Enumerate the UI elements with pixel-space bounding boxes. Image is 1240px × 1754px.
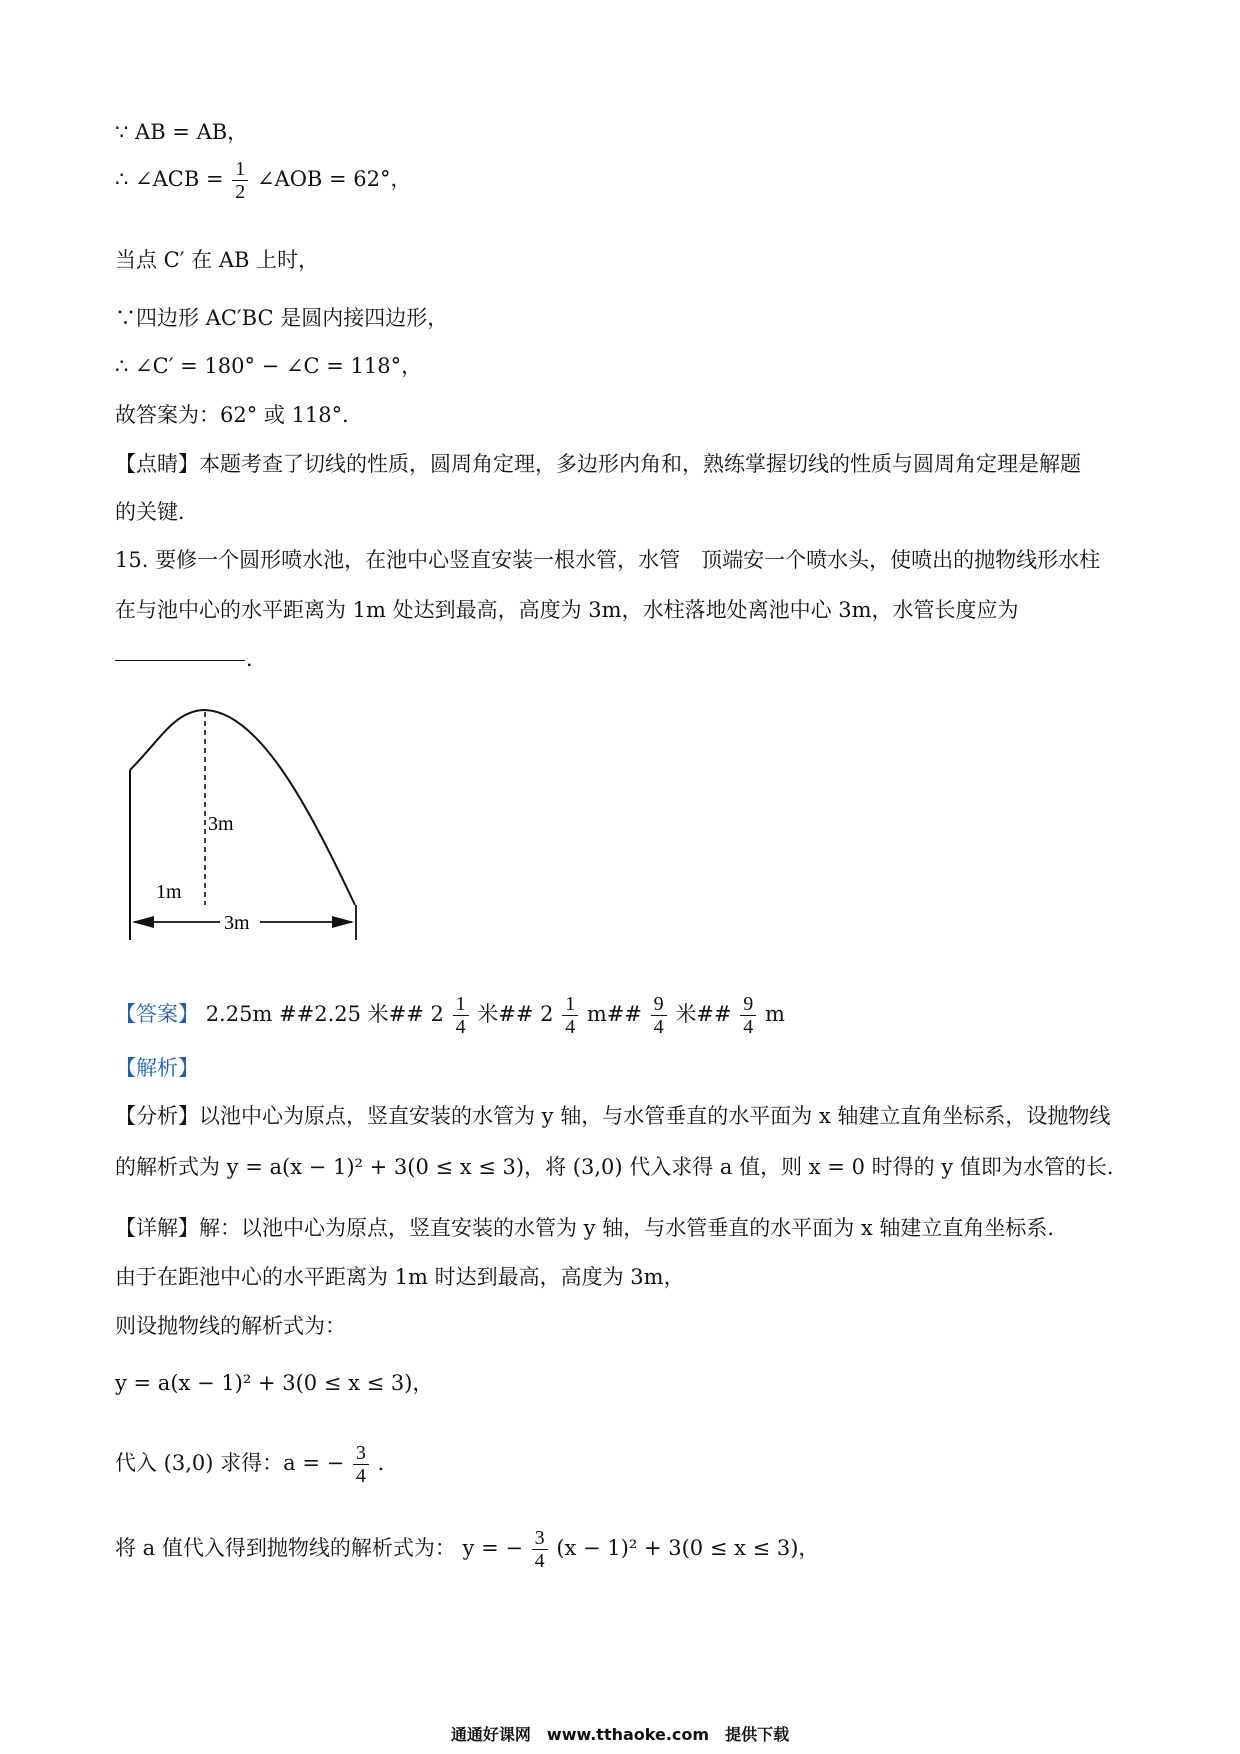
fraction-denominator: 4 <box>653 1016 664 1038</box>
detail-5-prefix: 代入 (3,0) 求得：a = − <box>115 1451 345 1475</box>
fraction-numerator: 1 <box>232 158 248 181</box>
fraction-one-half <box>232 158 248 203</box>
detail-line-6 <box>115 1527 819 1572</box>
detail-6-suffix: (x − 1)² + 3(0 ≤ x ≤ 3)， <box>556 1536 820 1560</box>
detail-line-2: 由于在距池中心的水平距离为 1m 时达到最高，高度为 3m， <box>115 1265 685 1289</box>
detail-line-3: 则设抛物线的解析式为： <box>115 1314 346 1338</box>
answer-line <box>115 993 785 1038</box>
fraction-numerator: 1 <box>453 993 469 1016</box>
parabola-curve <box>130 710 355 905</box>
height-label: 3m <box>208 813 234 835</box>
answer-text-e: m <box>764 1002 785 1026</box>
line-cyclic-quad: ∵四边形 AC′BC 是圆内接四边形， <box>115 306 449 330</box>
page-footer: 通通好课网 www.tthaoke.com 提供下载 <box>450 1725 790 1744</box>
fraction-numerator: 1 <box>562 993 578 1016</box>
answer-fraction-4 <box>740 993 756 1038</box>
answer-fraction-3 <box>651 993 667 1038</box>
line-point-c-prime: 当点 C′ 在 AB 上时， <box>115 248 320 272</box>
fountain-figure <box>120 700 380 950</box>
fraction-numerator: 9 <box>651 993 667 1016</box>
fraction-numerator: 9 <box>740 993 756 1016</box>
answer-fraction-1 <box>453 993 469 1038</box>
analysis-line-1: 【分析】以池中心为原点，竖直安装的水管为 y 轴，与水管垂直的水平面为 x 轴建立直角坐标系，设抛物线 <box>115 1104 1111 1128</box>
line-angle-c-prime: ∴ ∠C′ = 180° − ∠C = 118°， <box>115 354 423 378</box>
fraction-three-quarters <box>353 1442 369 1487</box>
line-answer-summary: 故答案为：62° 或 118°． <box>115 403 364 427</box>
fraction-numerator: 3 <box>353 1442 369 1465</box>
detail-line-5 <box>115 1442 399 1487</box>
fraction-denominator: 2 <box>235 181 246 203</box>
angle-acb-suffix: ∠AOB = 62°， <box>256 167 412 191</box>
detail-6-prefix: 将 a 值代入得到抛物线的解析式为： y = − <box>115 1536 523 1560</box>
answer-blank <box>115 660 245 661</box>
peak-distance-label: 1m <box>156 881 182 903</box>
fraction-denominator: 4 <box>355 1465 366 1487</box>
question-15-end: ． <box>246 647 267 671</box>
fraction-numerator: 3 <box>532 1527 548 1550</box>
fraction-denominator: 4 <box>455 1016 466 1038</box>
fraction-denominator: 4 <box>565 1016 576 1038</box>
fraction-denominator: 4 <box>743 1016 754 1038</box>
question-15-line-2: 在与池中心的水平距离为 1m 处达到最高，高度为 3m，水柱落地处离池中心 3m，水管长度应为 <box>115 598 1019 622</box>
answer-fraction-2 <box>562 993 578 1038</box>
answer-tag: 【答案】 <box>115 1002 199 1026</box>
fraction-denominator: 4 <box>534 1550 545 1572</box>
analysis-tag: 【解析】 <box>115 1056 199 1080</box>
right-arrowhead <box>332 916 354 928</box>
answer-text-c: m## <box>586 1002 642 1026</box>
fraction-three-quarters <box>532 1527 548 1572</box>
answer-text-d: 米## <box>675 1002 732 1026</box>
detail-5-suffix: ． <box>377 1451 399 1475</box>
span-label: 3m <box>224 912 250 934</box>
line-ab-equal: ∵ AB = AB， <box>115 120 249 144</box>
detail-line-1: 【详解】解：以池中心为原点，竖直安装的水管为 y 轴，与水管垂直的水平面为 x 轴建立直角坐标系． <box>115 1216 1069 1240</box>
line-comment-2: 的关键． <box>115 500 199 524</box>
detail-line-4: y = a(x − 1)² + 3(0 ≤ x ≤ 3)， <box>115 1371 434 1395</box>
question-15-line-1: 15. 要修一个圆形喷水池，在池中心竖直安装一根水管，水管 顶端安一个喷水头，使喷出的抛物线形水柱 <box>115 548 1101 572</box>
left-arrowhead <box>132 916 154 928</box>
analysis-line-2: 的解析式为 y = a(x − 1)² + 3(0 ≤ x ≤ 3)，将 (3,0) 代入求得 a 值，则 x = 0 时得的 y 值即为水管的长． <box>115 1155 1128 1179</box>
answer-text-a: 2.25m ##2.25 米## 2 <box>205 1002 444 1026</box>
answer-text-b: 米## 2 <box>477 1002 554 1026</box>
line-angle-acb <box>115 158 412 203</box>
angle-acb-prefix: ∴ ∠ACB = <box>115 167 231 191</box>
line-comment-1: 【点睛】本题考查了切线的性质，圆周角定理，多边形内角和，熟练掌握切线的性质与圆周角定理是解题 <box>115 452 1081 476</box>
